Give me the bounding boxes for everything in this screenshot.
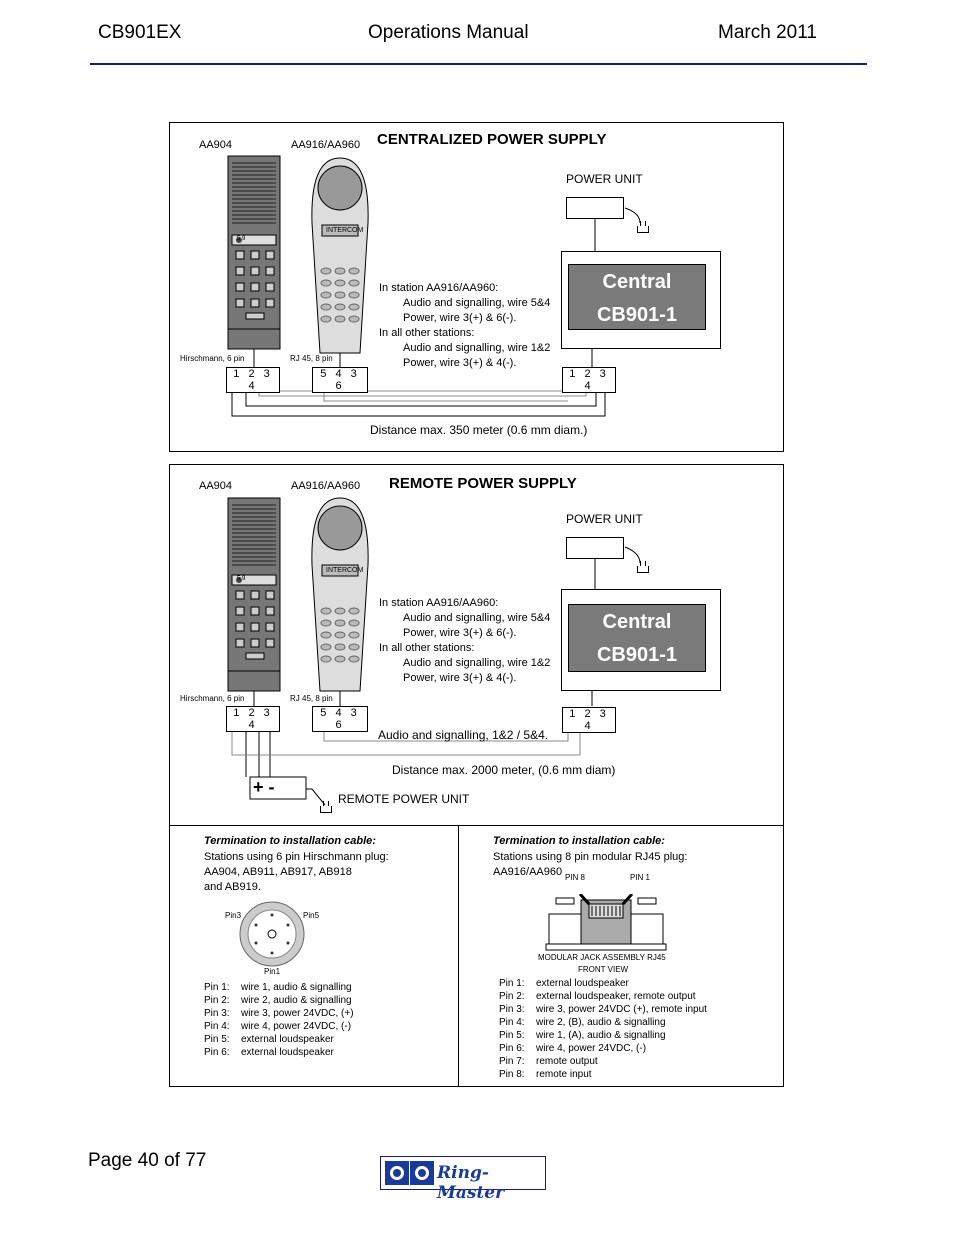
logo-o-icon bbox=[410, 1161, 434, 1185]
note-line: Audio and signalling, wire 5&4 bbox=[403, 612, 551, 624]
rj45-pin-list bbox=[499, 977, 707, 1081]
rj45-jack-diagram bbox=[544, 894, 668, 952]
pin-key: Pin 4: bbox=[499, 1017, 525, 1028]
central-line2: CB901-1 bbox=[596, 644, 678, 666]
terminal-block-mid: 5 4 3 6 bbox=[312, 367, 368, 393]
power-unit-label: POWER UNIT bbox=[566, 172, 643, 186]
pin-row bbox=[499, 1042, 707, 1055]
pin-row bbox=[499, 977, 707, 990]
central-line2: CB901-1 bbox=[596, 304, 678, 326]
pin-row bbox=[499, 1016, 707, 1029]
rj45-caption-2: FRONT VIEW bbox=[578, 965, 629, 974]
termination-left-text bbox=[204, 850, 389, 895]
note-line: In all other stations: bbox=[379, 327, 475, 339]
central-cb901-unit bbox=[561, 589, 721, 691]
central-display bbox=[568, 604, 706, 672]
pin-row bbox=[204, 994, 354, 1007]
distance-label: Distance max. 2000 meter, (0.6 mm diam) bbox=[392, 763, 616, 777]
terminal-block-right: 1 2 3 4 bbox=[562, 707, 616, 733]
note-line: In station AA916/AA960: bbox=[379, 597, 499, 609]
pin-key: Pin 8: bbox=[499, 1069, 525, 1080]
aa916-label: AA916/AA960 bbox=[291, 139, 361, 151]
pin-key: Pin 3: bbox=[204, 1008, 230, 1019]
rj45-caption-1: MODULAR JACK ASSEMBLY RJ45 bbox=[538, 953, 666, 962]
remote-power-unit-label: REMOTE POWER UNIT bbox=[338, 792, 470, 806]
pin-value: wire 2, (B), audio & signalling bbox=[536, 1017, 666, 1028]
centralized-power-panel bbox=[169, 122, 784, 452]
pin-row bbox=[204, 1020, 354, 1033]
text-line: Stations using 6 pin Hirschmann plug: bbox=[204, 851, 389, 863]
pin-row bbox=[499, 1029, 707, 1042]
aa916-handset-drawing bbox=[312, 158, 368, 353]
pin-row bbox=[499, 1003, 707, 1016]
rj45-pin1-label: PIN 1 bbox=[630, 873, 651, 882]
pin-value: remote output bbox=[536, 1056, 598, 1067]
pin1-label: Pin1 bbox=[264, 967, 281, 976]
note-line: In station AA916/AA960: bbox=[379, 282, 499, 294]
hirschmann-label: Hirschmann, 6 pin bbox=[180, 694, 245, 703]
pin-value: wire 4, power 24VDC, (-) bbox=[536, 1043, 647, 1054]
pin-key: Pin 1: bbox=[204, 982, 230, 993]
centralized-title: CENTRALIZED POWER SUPPLY bbox=[377, 131, 607, 148]
note-line: Power, wire 3(+) & 6(-). bbox=[403, 312, 517, 324]
pin-key: Pin 5: bbox=[204, 1034, 230, 1045]
plug-icon bbox=[637, 226, 649, 233]
pin-row bbox=[204, 981, 354, 994]
header-rule bbox=[90, 63, 867, 65]
ring-master-logo bbox=[380, 1156, 546, 1203]
note-line: In all other stations: bbox=[379, 642, 475, 654]
header-doc-id: CB901EX bbox=[98, 22, 182, 43]
aa904-station-drawing bbox=[228, 498, 280, 691]
plug-icon bbox=[320, 806, 332, 813]
note-line: Audio and signalling, wire 1&2 bbox=[403, 657, 551, 669]
pin-value: external loudspeaker bbox=[241, 1034, 334, 1045]
header-date: March 2011 bbox=[718, 22, 817, 43]
remote-polarity-symbols: + - bbox=[253, 777, 275, 797]
central-display bbox=[568, 264, 706, 330]
logo-text: Ring-Master bbox=[437, 1163, 505, 1203]
pin-value: external loudspeaker bbox=[241, 1047, 334, 1058]
pin-value: remote input bbox=[536, 1069, 592, 1080]
pin-value: wire 1, (A), audio & signalling bbox=[536, 1030, 666, 1041]
power-unit-box bbox=[566, 537, 624, 559]
aa904-label: AA904 bbox=[199, 480, 233, 492]
termination-left-title: Termination to installation cable: bbox=[204, 835, 376, 847]
note-line: Power, wire 3(+) & 6(-). bbox=[403, 627, 517, 639]
station-display-text: 5 9 bbox=[237, 236, 246, 242]
terminal-block-mid: 5 4 3 6 bbox=[312, 706, 368, 732]
pin-value: external loudspeaker bbox=[536, 978, 629, 989]
pin-row bbox=[204, 1007, 354, 1020]
central-cb901-unit bbox=[561, 251, 721, 349]
termination-divider bbox=[458, 826, 459, 1086]
pin-key: Pin 3: bbox=[499, 1004, 525, 1015]
power-unit-box bbox=[566, 197, 624, 219]
distance-label: Distance max. 350 meter (0.6 mm diam.) bbox=[370, 423, 588, 437]
pin-value: wire 2, audio & signalling bbox=[241, 995, 352, 1006]
pin-value: wire 4, power 24VDC, (-) bbox=[241, 1021, 352, 1032]
text-line: Stations using 8 pin modular RJ45 plug: bbox=[493, 851, 688, 863]
rj45-label: RJ 45, 8 pin bbox=[290, 354, 333, 363]
pin-value: wire 1, audio & signalling bbox=[241, 982, 352, 993]
pin-key: Pin 2: bbox=[204, 995, 230, 1006]
termination-right-text bbox=[493, 850, 687, 880]
hirschmann-pin-list bbox=[204, 981, 354, 1059]
terminal-block-left: 1 2 3 4 bbox=[226, 367, 280, 393]
termination-panel bbox=[169, 825, 784, 1087]
pin-key: Pin 5: bbox=[499, 1030, 525, 1041]
pin-row bbox=[204, 1046, 354, 1059]
text-line: AA904, AB911, AB917, AB918 bbox=[204, 866, 352, 878]
pin-key: Pin 6: bbox=[204, 1047, 230, 1058]
pin-key: Pin 7: bbox=[499, 1056, 525, 1067]
hirschmann-plug-diagram bbox=[236, 898, 308, 970]
power-unit-label: POWER UNIT bbox=[566, 512, 643, 526]
pin-value: external loudspeaker, remote output bbox=[536, 991, 696, 1002]
pin-value: wire 3, power 24VDC (+), remote input bbox=[536, 1004, 707, 1015]
hirschmann-label: Hirschmann, 6 pin bbox=[180, 354, 245, 363]
note-line: Power, wire 3(+) & 4(-). bbox=[403, 357, 517, 369]
remote-power-panel bbox=[169, 464, 784, 826]
wiring-notes bbox=[379, 281, 550, 371]
pin-key: Pin 6: bbox=[499, 1043, 525, 1054]
pin-row bbox=[499, 1068, 707, 1081]
audio-signalling-label: Audio and signalling, 1&2 / 5&4. bbox=[378, 728, 549, 742]
aa904-label: AA904 bbox=[199, 139, 233, 151]
pin-row bbox=[499, 990, 707, 1003]
central-line1: Central bbox=[602, 271, 672, 293]
note-line: Power, wire 3(+) & 4(-). bbox=[403, 672, 517, 684]
pin5-label: Pin5 bbox=[303, 911, 320, 920]
note-line: Audio and signalling, wire 1&2 bbox=[403, 342, 551, 354]
page-number: Page 40 of 77 bbox=[88, 1150, 207, 1171]
logo-o-icon bbox=[385, 1161, 409, 1185]
station-display-text: 5 9 bbox=[237, 576, 246, 582]
termination-right-title: Termination to installation cable: bbox=[493, 835, 665, 847]
aa916-handset-drawing bbox=[312, 498, 368, 691]
intercom-label: INTERCOM bbox=[326, 227, 364, 234]
pin-key: Pin 1: bbox=[499, 978, 525, 989]
terminal-block-left: 1 2 3 4 bbox=[226, 706, 280, 732]
text-line: AA916/AA960 bbox=[493, 866, 563, 878]
aa916-label: AA916/AA960 bbox=[291, 480, 361, 492]
intercom-label: INTERCOM bbox=[326, 567, 364, 574]
plug-icon bbox=[637, 566, 649, 573]
wiring-notes bbox=[379, 596, 550, 686]
rj45-pin8-label: PIN 8 bbox=[565, 873, 586, 882]
note-line: Audio and signalling, wire 5&4 bbox=[403, 297, 551, 309]
pin-value: wire 3, power 24VDC, (+) bbox=[241, 1008, 354, 1019]
pin-row bbox=[204, 1033, 354, 1046]
remote-title: REMOTE POWER SUPPLY bbox=[389, 475, 577, 492]
terminal-block-right: 1 2 3 4 bbox=[562, 367, 616, 393]
header-title: Operations Manual bbox=[368, 22, 529, 43]
central-line1: Central bbox=[602, 611, 672, 633]
pin3-label: Pin3 bbox=[225, 911, 242, 920]
rj45-label: RJ 45, 8 pin bbox=[290, 694, 333, 703]
aa904-station-drawing bbox=[228, 156, 280, 349]
text-line: and AB919. bbox=[204, 881, 261, 893]
pin-key: Pin 4: bbox=[204, 1021, 230, 1032]
pin-key: Pin 2: bbox=[499, 991, 525, 1002]
pin-row bbox=[499, 1055, 707, 1068]
